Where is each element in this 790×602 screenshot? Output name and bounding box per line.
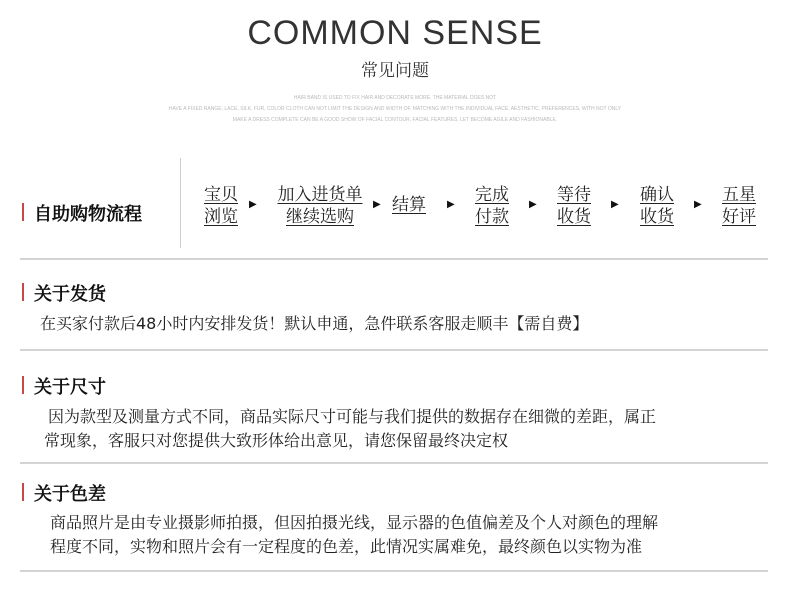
arrow-icon: ▶ bbox=[447, 199, 455, 210]
size-text-line: 常现象，客服只对您提供大致形体给出意见，请您保留最终决定权 bbox=[44, 431, 509, 450]
step-line: 确认 bbox=[640, 185, 674, 205]
step-line: 收货 bbox=[640, 207, 674, 227]
color-text-line: 程度不同，实物和照片会有一定程度的色差，此情况实属难免，最终颜色以实物为准 bbox=[50, 537, 643, 556]
vertical-divider bbox=[180, 158, 181, 248]
step-line: 浏览 bbox=[204, 207, 238, 227]
arrow-icon: ▶ bbox=[694, 199, 702, 210]
section-divider bbox=[20, 570, 768, 572]
section-divider bbox=[20, 349, 768, 351]
step-pay[interactable] bbox=[471, 184, 513, 228]
section-divider bbox=[20, 258, 768, 260]
step-checkout[interactable] bbox=[388, 194, 430, 216]
step-line: 好评 bbox=[722, 207, 756, 227]
accent-bar bbox=[22, 203, 24, 221]
step-line: 等待 bbox=[557, 185, 591, 205]
size-label: 关于尺寸 bbox=[34, 377, 106, 398]
fine-print-line: MAKE A DRESS COMPLETE CAN BE A GOOD SHOW OF FACIAL CONTOUR, FACIAL FEATURES, LET BECOME AGILE AND FASHIONABLE. bbox=[232, 117, 558, 123]
page-subtitle: 常见问题 bbox=[361, 61, 429, 81]
step-line: 完成 bbox=[475, 185, 509, 205]
accent-bar bbox=[22, 283, 24, 301]
fine-print-line: HAVE A FIXED RANGE, LACE, SILK, FUR, COLOR CLOTH CAN NOT LIMIT THE DESIGN AND WIDTH OF. MATCHING WITH THE INDIVIDUAL FACE, AESTHETIC, PREFERENCES, WITH NOT ONLY bbox=[168, 106, 622, 112]
step-review[interactable] bbox=[718, 184, 760, 228]
step-line: 继续选购 bbox=[286, 207, 354, 227]
step-await[interactable] bbox=[553, 184, 595, 228]
step-line: 收货 bbox=[557, 207, 591, 227]
page-title: COMMON SENSE bbox=[247, 14, 543, 52]
step-line: 五星 bbox=[722, 185, 756, 205]
arrow-icon: ▶ bbox=[529, 199, 537, 210]
shipping-text: 在买家付款后48小时内安排发货！默认申通，急件联系客服走顺丰【需自费】 bbox=[40, 314, 589, 333]
step-line: 宝贝 bbox=[204, 185, 238, 205]
fine-print-line: HAIR BAND IS USED TO FIX HAIR AND DECORATE MORE. THE MATERIAL DOES NOT bbox=[293, 95, 497, 101]
process-label: 自助购物流程 bbox=[34, 204, 142, 225]
arrow-icon: ▶ bbox=[611, 199, 619, 210]
step-line: 付款 bbox=[475, 207, 509, 227]
accent-bar bbox=[22, 376, 24, 394]
step-line: 结算 bbox=[392, 195, 426, 215]
accent-bar bbox=[22, 483, 24, 501]
arrow-icon: ▶ bbox=[249, 199, 257, 210]
size-text-line: 因为款型及测量方式不同，商品实际尺寸可能与我们提供的数据存在细微的差距，属正 bbox=[48, 407, 657, 426]
step-browse[interactable] bbox=[200, 184, 242, 228]
step-line: 加入进货单 bbox=[277, 185, 363, 205]
color-text-line: 商品照片是由专业摄影师拍摄，但因拍摄光线，显示器的色值偏差及个人对颜色的理解 bbox=[50, 513, 659, 532]
section-divider bbox=[20, 462, 768, 464]
arrow-icon: ▶ bbox=[373, 199, 381, 210]
color-label: 关于色差 bbox=[34, 484, 106, 505]
shipping-label: 关于发货 bbox=[34, 284, 106, 305]
step-add-cart[interactable] bbox=[274, 184, 366, 228]
step-confirm[interactable] bbox=[636, 184, 678, 228]
